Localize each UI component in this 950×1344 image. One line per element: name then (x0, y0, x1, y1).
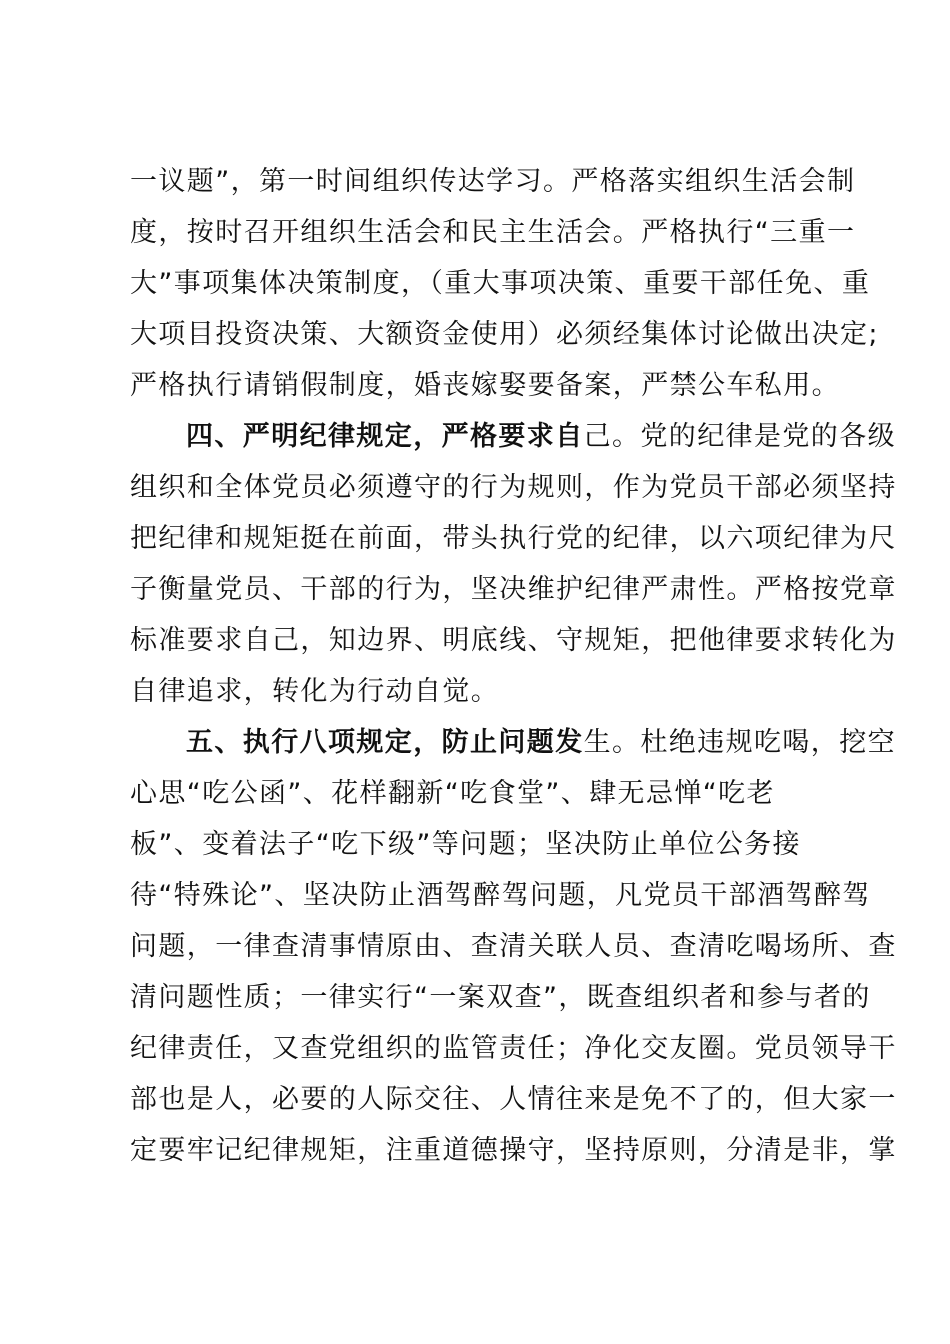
paragraph-continuation (130, 156, 879, 411)
document-page (130, 156, 897, 1176)
text-line: 一议题”，第一时间组织传达学习。严格落实组织生活会制 (130, 166, 856, 197)
text-line: 度，按时召开组织生活会和民主生活会。严格执行“三重一 (130, 217, 856, 248)
text-line (130, 717, 897, 768)
text-line: 自律追求，转化为行动自觉。 (130, 676, 500, 707)
text-line: 定要牢记纪律规矩，注重道德操守，坚持原则，分清是非，掌 (130, 1135, 897, 1166)
text-run: 生。杜绝违规吃喝，挖空 (583, 727, 897, 758)
section-heading: 四、严明纪律规定，严格要求自 (186, 421, 584, 452)
paragraph-section-4 (130, 411, 897, 717)
text-line: 组织和全体党员必须遵守的行为规则，作为党员干部必须坚持 (130, 472, 897, 503)
section-heading: 五、执行八项规定，防止问题发 (186, 727, 584, 758)
text-line: 标准要求自己，知边界、明底线、守规矩，把他律要求转化为 (130, 625, 897, 656)
text-line (130, 411, 897, 462)
text-line: 心思“吃公函”、花样翻新“吃食堂”、肆无忌惮“吃老 (130, 778, 775, 809)
text-line: 清问题性质；一律实行“一案双查”，既查组织者和参与者的 (130, 982, 871, 1013)
text-line: 待“特殊论”、坚决防止酒驾醉驾问题，凡党员干部酒驾醉驾 (130, 880, 871, 911)
text-run: 己。党的纪律是党的各级 (583, 421, 897, 452)
text-line: 子衡量党员、干部的行为，坚决维护纪律严肃性。严格按党章 (130, 574, 897, 605)
text-line: 板”、变着法子“吃下级”等问题；坚决防止单位公务接 (130, 829, 801, 860)
text-line: 问题，一律查清事情原由、查清关联人员、查清吃喝场所、查 (130, 931, 897, 962)
paragraph-section-5 (130, 717, 897, 1176)
text-line: 把纪律和规矩挺在前面，带头执行党的纪律，以六项纪律为尺 (130, 523, 897, 554)
text-line: 纪律责任，又查党组织的监管责任；净化交友圈。党员领导干 (130, 1033, 897, 1064)
text-line: 大”事项集体决策制度，（重大事项决策、重要干部任免、重 (130, 268, 871, 299)
text-line: 严格执行请销假制度，婚丧嫁娶要备案，严禁公车私用。 (130, 370, 840, 401)
text-line: 大项目投资决策、大额资金使用）必须经集体讨论做出决定; (130, 319, 879, 350)
text-line: 部也是人，必要的人际交往、人情往来是免不了的，但大家一 (130, 1084, 897, 1115)
